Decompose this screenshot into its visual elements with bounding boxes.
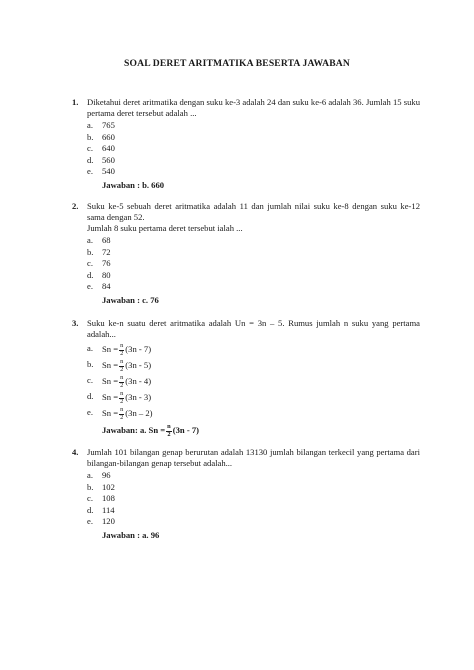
formula-prefix: Sn = bbox=[102, 343, 119, 354]
formula-prefix: Sn = bbox=[102, 391, 119, 402]
option-list bbox=[72, 235, 420, 293]
option-a bbox=[87, 341, 420, 357]
option-d bbox=[87, 505, 420, 517]
option-d bbox=[87, 389, 420, 405]
option-value: (3n - 7) bbox=[125, 343, 152, 354]
option-value: 96 bbox=[102, 470, 111, 480]
option-label: c. bbox=[87, 375, 93, 385]
option-label: c. bbox=[87, 143, 93, 153]
option-label: d. bbox=[87, 154, 94, 165]
question-number: 3. bbox=[72, 318, 79, 328]
option-value: 640 bbox=[102, 143, 115, 153]
fraction-denominator: 2 bbox=[120, 397, 124, 405]
question-2 bbox=[72, 201, 420, 306]
option-e bbox=[87, 281, 420, 293]
option-b bbox=[87, 247, 420, 259]
option-value: 108 bbox=[102, 493, 115, 503]
option-label: e. bbox=[87, 407, 93, 417]
fraction-denominator: 2 bbox=[120, 381, 124, 389]
option-label: e. bbox=[87, 516, 93, 526]
option-label: b. bbox=[87, 131, 94, 142]
option-label: e. bbox=[87, 281, 93, 291]
question-3 bbox=[72, 318, 420, 438]
fraction bbox=[166, 424, 172, 438]
option-label: d. bbox=[87, 269, 94, 280]
fraction bbox=[119, 391, 124, 405]
fraction-denominator: 2 bbox=[167, 430, 171, 438]
option-value: 540 bbox=[102, 166, 115, 176]
fraction-denominator: 2 bbox=[120, 365, 124, 373]
option-value: 76 bbox=[102, 258, 111, 268]
formula-prefix: Sn = bbox=[102, 359, 119, 370]
option-c bbox=[87, 373, 420, 389]
fraction-denominator: 2 bbox=[120, 413, 124, 421]
answer-prefix: Jawaban: a. Sn = bbox=[102, 424, 166, 435]
option-value: 84 bbox=[102, 281, 111, 291]
option-label: c. bbox=[87, 493, 93, 503]
option-label: b. bbox=[87, 359, 94, 369]
answer-value: (3n - 7) bbox=[172, 424, 199, 435]
option-value: 80 bbox=[102, 269, 111, 280]
option-label: d. bbox=[87, 504, 94, 515]
option-value: 72 bbox=[102, 246, 111, 257]
question-number: 2. bbox=[72, 201, 79, 211]
option-a bbox=[87, 235, 420, 247]
fraction bbox=[119, 375, 124, 389]
option-label: a. bbox=[87, 235, 93, 245]
question-text: Suku ke-n suatu deret aritmatika adalah Un = 3n – 5. Rumus jumlah n suku yang pertama adalah... bbox=[87, 318, 420, 339]
option-value: 102 bbox=[102, 481, 115, 492]
question-text: Suku ke-5 sebuah deret aritmatika adalah 11 dan jumlah nilai suku ke-8 dengan suku ke-12 sama dengan 52. bbox=[87, 201, 420, 222]
option-label: d. bbox=[87, 391, 94, 401]
fraction bbox=[119, 343, 124, 357]
fraction bbox=[119, 407, 124, 421]
option-label: c. bbox=[87, 258, 93, 268]
question-text: Jumlah 101 bilangan genap berurutan adalah 13130 jumlah bilangan terkecil yang pertama dari bilangan-bilangan genap tersebut adalah... bbox=[87, 447, 420, 468]
option-label: e. bbox=[87, 166, 93, 176]
option-e bbox=[87, 516, 420, 528]
page-title: SOAL DERET ARITMATIKA BESERTA JAWABAN bbox=[124, 58, 350, 69]
fraction-numerator: n bbox=[120, 390, 124, 397]
fraction bbox=[119, 359, 124, 373]
fraction-numerator: n bbox=[120, 342, 124, 349]
answer bbox=[102, 424, 420, 438]
option-value: (3n - 3) bbox=[125, 391, 152, 402]
question-subtext: Jumlah 8 suku pertama deret tersebut ialah ... bbox=[87, 223, 243, 233]
option-label: a. bbox=[87, 120, 93, 130]
option-value: (3n - 4) bbox=[125, 375, 152, 386]
answer: Jawaban : a. 96 bbox=[102, 529, 160, 540]
question-number: 4. bbox=[72, 447, 79, 457]
option-a bbox=[87, 470, 420, 482]
option-b bbox=[87, 357, 420, 373]
option-c bbox=[87, 143, 420, 155]
formula-prefix: Sn = bbox=[102, 407, 119, 418]
option-value: 660 bbox=[102, 131, 115, 142]
formula-prefix: Sn = bbox=[102, 375, 119, 386]
option-label: a. bbox=[87, 470, 93, 480]
option-a bbox=[87, 120, 420, 132]
option-list bbox=[72, 341, 420, 421]
fraction-denominator: 2 bbox=[120, 349, 124, 357]
option-label: b. bbox=[87, 246, 94, 257]
answer: Jawaban : c. 76 bbox=[102, 294, 159, 305]
option-value: (3n – 2) bbox=[125, 407, 153, 418]
fraction-numerator: n bbox=[120, 406, 124, 413]
fraction-numerator: n bbox=[120, 374, 124, 381]
question-number: 1. bbox=[72, 97, 79, 107]
option-value: 765 bbox=[102, 120, 115, 130]
question-text: Diketahui deret aritmatika dengan suku ke-3 adalah 24 dan suku ke-6 adalah 36. Jumlah 15 suku pertama deret tersebut adalah ... bbox=[87, 97, 420, 118]
option-d bbox=[87, 155, 420, 167]
option-e bbox=[87, 405, 420, 421]
option-e bbox=[87, 166, 420, 178]
option-list bbox=[72, 470, 420, 528]
option-b bbox=[87, 132, 420, 144]
option-b bbox=[87, 482, 420, 494]
option-d bbox=[87, 270, 420, 282]
fraction-numerator: n bbox=[120, 358, 124, 365]
question-4 bbox=[72, 447, 420, 541]
option-value: (3n - 5) bbox=[125, 359, 152, 370]
option-list bbox=[72, 120, 420, 178]
option-label: b. bbox=[87, 481, 94, 492]
option-label: a. bbox=[87, 343, 93, 353]
option-value: 120 bbox=[102, 516, 115, 526]
option-c bbox=[87, 258, 420, 270]
option-value: 560 bbox=[102, 154, 115, 165]
answer: Jawaban : b. 660 bbox=[102, 179, 165, 190]
option-c bbox=[87, 493, 420, 505]
option-value: 68 bbox=[102, 235, 111, 245]
question-1 bbox=[72, 97, 420, 191]
fraction-numerator: n bbox=[167, 423, 171, 430]
option-value: 114 bbox=[102, 504, 115, 515]
